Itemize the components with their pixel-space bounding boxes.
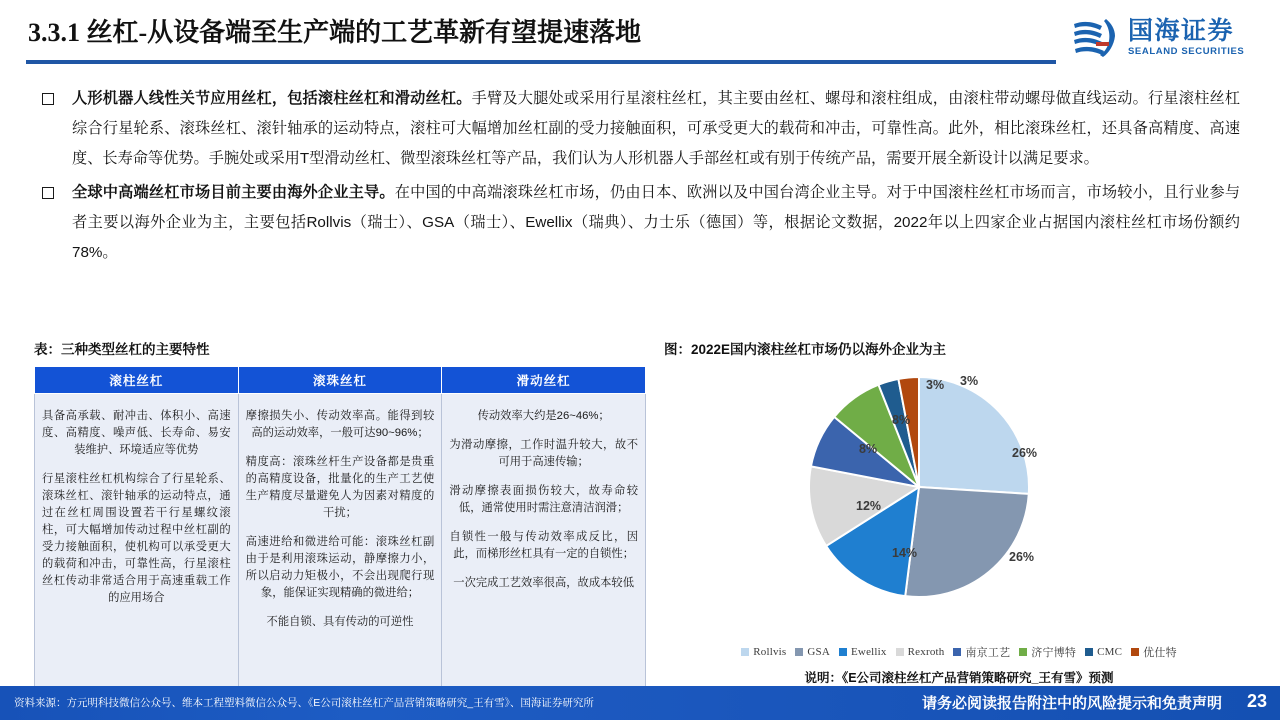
bullet-lead: 全球中高端丝杠市场目前主要由海外企业主导。 xyxy=(72,184,395,201)
legend-swatch-icon xyxy=(896,648,904,656)
slide-footer xyxy=(0,686,1280,720)
pie-slice-Rollvis[interactable] xyxy=(919,377,1029,494)
slide-header xyxy=(0,0,1280,68)
page-title: 3.3.1 丝杠-从设备端至生产端的工艺革新有望提速落地 xyxy=(28,18,642,47)
legend-label: Rexroth xyxy=(907,646,945,658)
cell-paragraph: 不能自锁、具有传动的可逆性 xyxy=(266,616,414,628)
sealand-logo-icon xyxy=(1070,17,1120,59)
logo-mark-svg xyxy=(1070,17,1120,59)
logo-text-cn: 国海证券 xyxy=(1128,18,1235,46)
pie-value-label-youshite: 3% xyxy=(960,374,979,388)
square-bullet-icon xyxy=(42,93,54,105)
cell-paragraph: 高速进给和微进给可能：滚珠丝杠副由于是利用滚珠运动，静摩擦力小，所以启动力矩极小，不会出现爬行现象，能保证实现精确的微进给； xyxy=(245,536,435,599)
brand-logo xyxy=(1070,12,1266,64)
legend-item-rollvis[interactable] xyxy=(741,646,786,658)
pie-chart-svg xyxy=(804,372,1034,602)
bullet-body: 在中国的中高端滚珠丝杠市场，仍由日本、欧洲以及中国台湾企业主导。对于中国滚柱丝杠市场而言，市场较小，且行业参与者主要以海外企业为主，主要包括Rollvis（瑞士）、GSA（瑞士）、Ewellix（瑞典）、力士乐（德国）等，根据论文数据，2022年以上四家企业占据国内滚柱丝杠市场份额约78%。 xyxy=(72,184,1241,261)
logo-wordmark xyxy=(1128,19,1244,57)
cell-paragraph: 精度高：滚珠丝杆生产设备都是贵重的高精度设备，批量化的生产工艺使生产精度尽量避免人为因素对精度的干扰； xyxy=(245,456,435,519)
bullet-body: 手臂及大腿处或采用行星滚柱丝杠，其主要由丝杠、螺母和滚柱组成，由滚柱带动螺母做直线运动。行星滚柱丝杠综合行星轮系、滚珠丝杠、滚针轴承的运动特点，滚柱可大幅增加丝杠副的受力接触面积，可承受更大的载荷和冲击，可靠性高。此外，相比滚珠丝杠，还具备高精度、高速度、长寿命等优势。手腕处或采用T型滑动丝杠、微型滚珠丝杠等产品，我们认为人形机器人手部丝杠或有别于传统产品，需要开展全新设计以满足要求。 xyxy=(72,90,1241,167)
bullet-item xyxy=(40,84,1240,174)
pie-value-label-rollvis: 26% xyxy=(1012,446,1038,460)
pie-caption: 图：2022E国内滚柱丝杠市场仍以海外企业为主 xyxy=(664,342,947,357)
bullet-paragraph xyxy=(72,178,1240,268)
cell-paragraph: 传动效率大约是26~46%； xyxy=(477,410,610,422)
legend-swatch-icon xyxy=(795,648,803,656)
page-number: 23 xyxy=(1246,691,1267,711)
cell-paragraph: 自锁性一般与传动效率成反比，因此，而梯形丝杠具有一定的自锁性； xyxy=(449,531,638,560)
legend-item-jining[interactable] xyxy=(1019,644,1076,660)
pie-value-label-ewellix: 14% xyxy=(892,546,918,560)
pie-value-label-rexroth: 12% xyxy=(856,499,882,513)
legend-label: 优仕特 xyxy=(1143,647,1177,659)
legend-label: Ewellix xyxy=(851,646,887,658)
table-cell-roller xyxy=(35,394,239,697)
pie-chart-area xyxy=(664,366,1254,685)
legend-swatch-icon xyxy=(1085,648,1093,656)
body-content xyxy=(40,84,1240,272)
pie-slices xyxy=(809,377,1029,597)
pie-value-label-nanjing: 8% xyxy=(859,442,878,456)
legend-label: 济宁博特 xyxy=(1031,647,1077,659)
pie-value-label-cmc: 3% xyxy=(926,378,945,392)
cell-paragraph: 行星滚柱丝杠机构综合了行星轮系、滚珠丝杠、滚针轴承的运动特点，通过在丝杠周围设置若干行星螺纹滚柱，可大幅增加传动过程中丝杠副的受力接触面积，使机构可以承受更大的载荷和冲击，可靠性高，行星滚柱丝杠传动非常适合用于高速重载工作的应用场合 xyxy=(42,473,231,604)
title-divider xyxy=(26,60,1056,64)
cell-paragraph: 一次完成工艺效率很高，故成本较低 xyxy=(453,577,635,589)
legend-label: Rollvis xyxy=(753,646,787,658)
legend-item-ewellix[interactable] xyxy=(839,646,887,658)
pie-value-label-gsa: 26% xyxy=(1009,550,1035,564)
square-bullet-icon xyxy=(42,187,54,199)
legend-item-rexroth[interactable] xyxy=(896,646,945,658)
legend-item-youshite[interactable] xyxy=(1131,644,1177,660)
cell-paragraph: 滑动摩擦表面损伤较大，故寿命较低，通常使用时需注意清洁润滑； xyxy=(449,485,638,514)
legend-swatch-icon xyxy=(1019,648,1027,656)
bullet-lead: 人形机器人线性关节应用丝杠，包括滚柱丝杠和滑动丝杠。 xyxy=(72,90,472,107)
cell-paragraph: 为滑动摩擦，工作时温升较大，故不可用于高速传输； xyxy=(449,439,638,468)
logo-text-en: SEALAND SECURITIES xyxy=(1128,46,1245,58)
table-row xyxy=(35,394,646,697)
table-cell-sliding xyxy=(442,394,646,697)
table-header-row xyxy=(35,367,646,394)
legend-label: 南京工艺 xyxy=(965,647,1011,659)
legend-swatch-icon xyxy=(953,648,961,656)
pie-legend xyxy=(664,644,1254,660)
footer-disclaimer: 请务必阅读报告附注中的风险提示和免责声明 xyxy=(921,695,1222,712)
legend-item-gsa[interactable] xyxy=(795,646,830,658)
table-figure xyxy=(34,338,646,697)
legend-swatch-icon xyxy=(741,648,749,656)
bullet-paragraph xyxy=(72,84,1240,174)
table-cell-ball xyxy=(238,394,442,697)
cell-paragraph: 摩擦损失小、传动效率高。能得到较高的运动效率，一般可达90~96%； xyxy=(245,410,435,439)
legend-item-cmc[interactable] xyxy=(1085,646,1122,658)
legend-label: GSA xyxy=(807,646,831,658)
legend-swatch-icon xyxy=(1131,648,1139,656)
legend-label: CMC xyxy=(1097,646,1123,658)
pie-source-note: 说明：《E公司滚柱丝杠产品营销策略研究_王有雪》预测 xyxy=(804,671,1114,685)
pie-value-label-jining: 8% xyxy=(892,413,911,427)
screw-comparison-table xyxy=(34,366,646,697)
legend-swatch-icon xyxy=(839,648,847,656)
pie-slice-GSA[interactable] xyxy=(905,487,1029,597)
table-caption: 表：三种类型丝杠的主要特性 xyxy=(34,342,210,357)
table-header-cell: 滑动丝杠 xyxy=(442,367,646,394)
bullet-item xyxy=(40,178,1240,268)
legend-item-nanjing[interactable] xyxy=(953,644,1010,660)
pie-figure xyxy=(664,338,1254,685)
footer-source-text: 资料来源：方元明科技微信公众号、维本工程塑料微信公众号、《E公司滚柱丝杠产品营销策略研究_王有雪》、国海证券研究所 xyxy=(14,697,594,709)
table-header-cell: 滚柱丝杠 xyxy=(35,367,239,394)
table-header-cell: 滚珠丝杠 xyxy=(238,367,442,394)
cell-paragraph: 具备高承载、耐冲击、体积小、高速度、高精度、噪声低、长寿命、易安装维护、环境适应等优势 xyxy=(42,410,231,456)
